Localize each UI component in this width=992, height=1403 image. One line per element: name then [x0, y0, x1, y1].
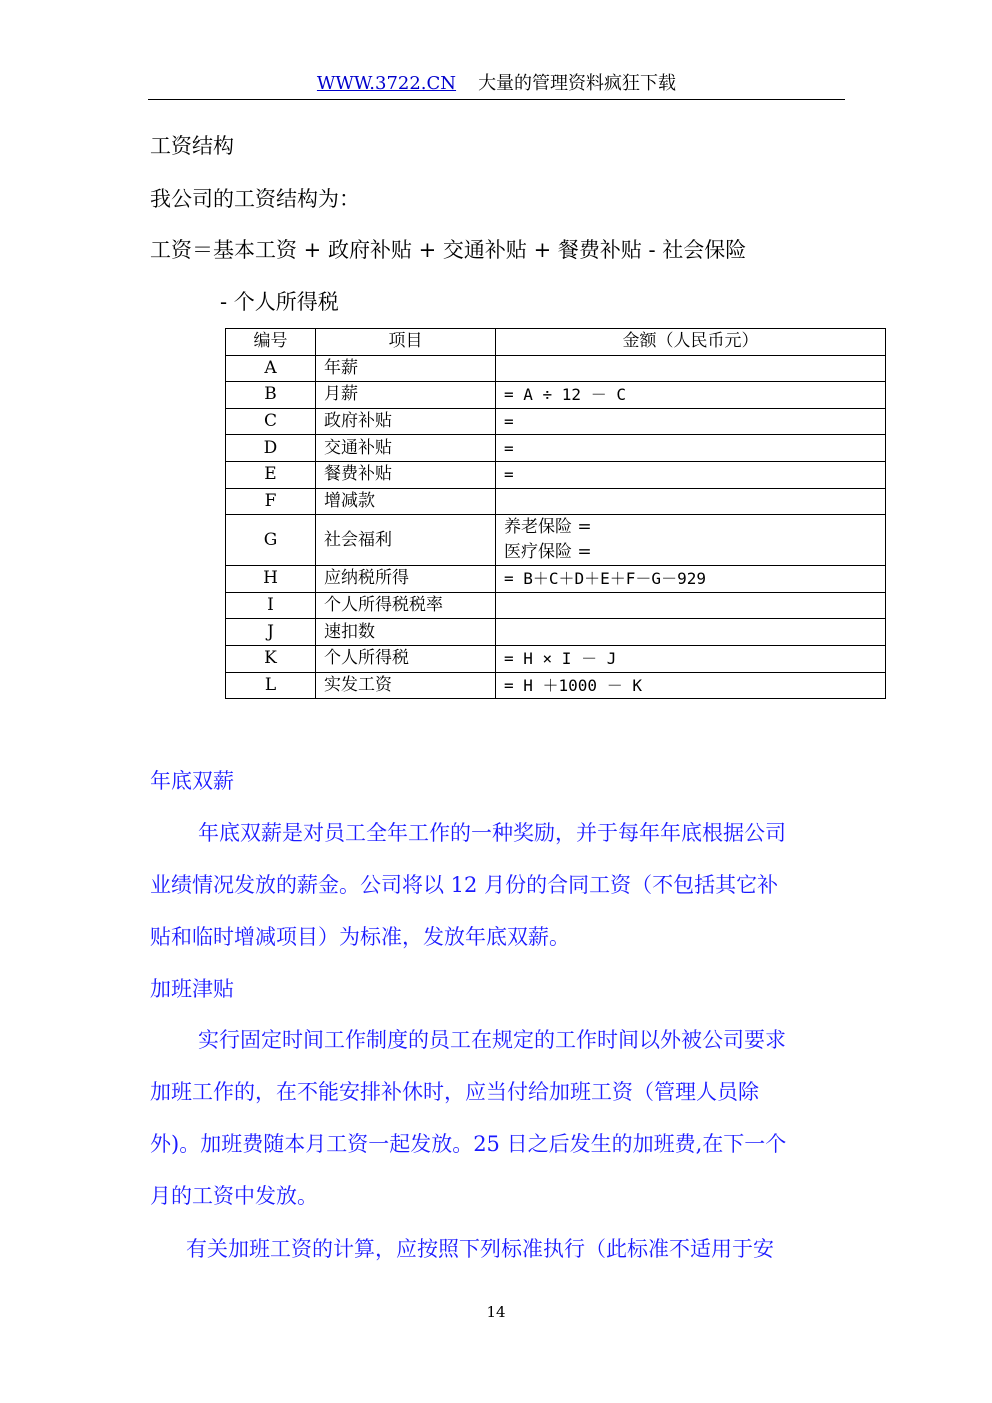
table-row [226, 672, 886, 699]
table-row [226, 592, 886, 619]
row-amount [496, 515, 886, 566]
paragraph-line: 业绩情况发放的薪金。公司将以 12 月份的合同工资（不包括其它补 [150, 873, 779, 897]
table-header-cell: 金额（人民币元） [496, 329, 886, 356]
table-row [226, 566, 886, 593]
row-item: 速扣数 [316, 619, 496, 646]
pension-insurance-line: 养老保险 = [504, 517, 592, 538]
row-item: 社会福利 [316, 515, 496, 566]
row-item: 餐费补贴 [316, 461, 496, 488]
header-tagline: 大量的管理资料疯狂下载 [478, 73, 677, 94]
paragraph-line: 外)。加班费随本月工资一起发放。25 日之后发生的加班费,在下一个 [150, 1132, 787, 1156]
paragraph-line: 实行固定时间工作制度的员工在规定的工作时间以外被公司要求 [198, 1028, 786, 1052]
row-amount [496, 592, 886, 619]
paragraph-line: 贴和临时增减项目）为标准，发放年底双薪。 [150, 925, 570, 949]
table-header-row [226, 329, 886, 356]
row-item: 交通补贴 [316, 435, 496, 462]
row-amount: = [496, 435, 886, 462]
section-title-salary-structure: 工资结构 [150, 134, 234, 158]
salary-formula-line1: 工资＝基本工资 + 政府补贴 + 交通补贴 + 餐费补贴 - 社会保险 [150, 238, 747, 262]
row-code: K [226, 645, 316, 672]
row-code: E [226, 461, 316, 488]
table-row [226, 355, 886, 382]
row-code: B [226, 382, 316, 409]
row-amount [496, 488, 886, 515]
row-code: D [226, 435, 316, 462]
table-row [226, 645, 886, 672]
row-amount: = [496, 408, 886, 435]
table-row [226, 488, 886, 515]
row-amount: = B＋C＋D＋E＋F－G－929 [496, 566, 886, 593]
paragraph-line: 月的工资中发放。 [150, 1184, 318, 1208]
page-number: 14 [486, 1303, 506, 1321]
salary-formula-line2: - 个人所得税 [220, 290, 339, 314]
table-row [226, 382, 886, 409]
row-amount [496, 619, 886, 646]
row-amount: = A ÷ 12 － C [496, 382, 886, 409]
salary-structure-intro: 我公司的工资结构为： [150, 187, 360, 211]
section-title-overtime: 加班津贴 [150, 977, 234, 1001]
section-title-year-end-bonus: 年底双薪 [150, 769, 234, 793]
row-item: 个人所得税 [316, 645, 496, 672]
row-code: C [226, 408, 316, 435]
table-header-cell: 编号 [226, 329, 316, 356]
row-code: G [226, 515, 316, 566]
row-code: F [226, 488, 316, 515]
site-link[interactable]: WWW.3722.CN [316, 73, 457, 94]
page-header [148, 70, 845, 98]
row-code: A [226, 355, 316, 382]
row-item: 月薪 [316, 382, 496, 409]
row-code: L [226, 672, 316, 699]
medical-insurance-line: 医疗保险 = [504, 542, 592, 563]
table-header-cell: 项目 [316, 329, 496, 356]
table-row [226, 619, 886, 646]
paragraph-line: 有关加班工资的计算，应按照下列标准执行（此标准不适用于安 [186, 1237, 774, 1261]
row-code: J [226, 619, 316, 646]
row-item: 年薪 [316, 355, 496, 382]
row-item: 实发工资 [316, 672, 496, 699]
row-item: 个人所得税税率 [316, 592, 496, 619]
table-row [226, 461, 886, 488]
row-amount: = [496, 461, 886, 488]
row-item: 应纳税所得 [316, 566, 496, 593]
row-amount: = H ＋1000 － K [496, 672, 886, 699]
row-code: I [226, 592, 316, 619]
salary-table [225, 328, 886, 699]
row-item: 政府补贴 [316, 408, 496, 435]
row-amount [496, 355, 886, 382]
header-divider [148, 99, 845, 100]
row-amount: = H × I － J [496, 645, 886, 672]
table-row [226, 435, 886, 462]
row-code: H [226, 566, 316, 593]
paragraph-line: 加班工作的，在不能安排补休时，应当付给加班工资（管理人员除 [150, 1080, 759, 1104]
paragraph-line: 年底双薪是对员工全年工作的一种奖励，并于每年年底根据公司 [198, 821, 786, 845]
table-row [226, 408, 886, 435]
row-item: 增减款 [316, 488, 496, 515]
table-row [226, 515, 886, 566]
